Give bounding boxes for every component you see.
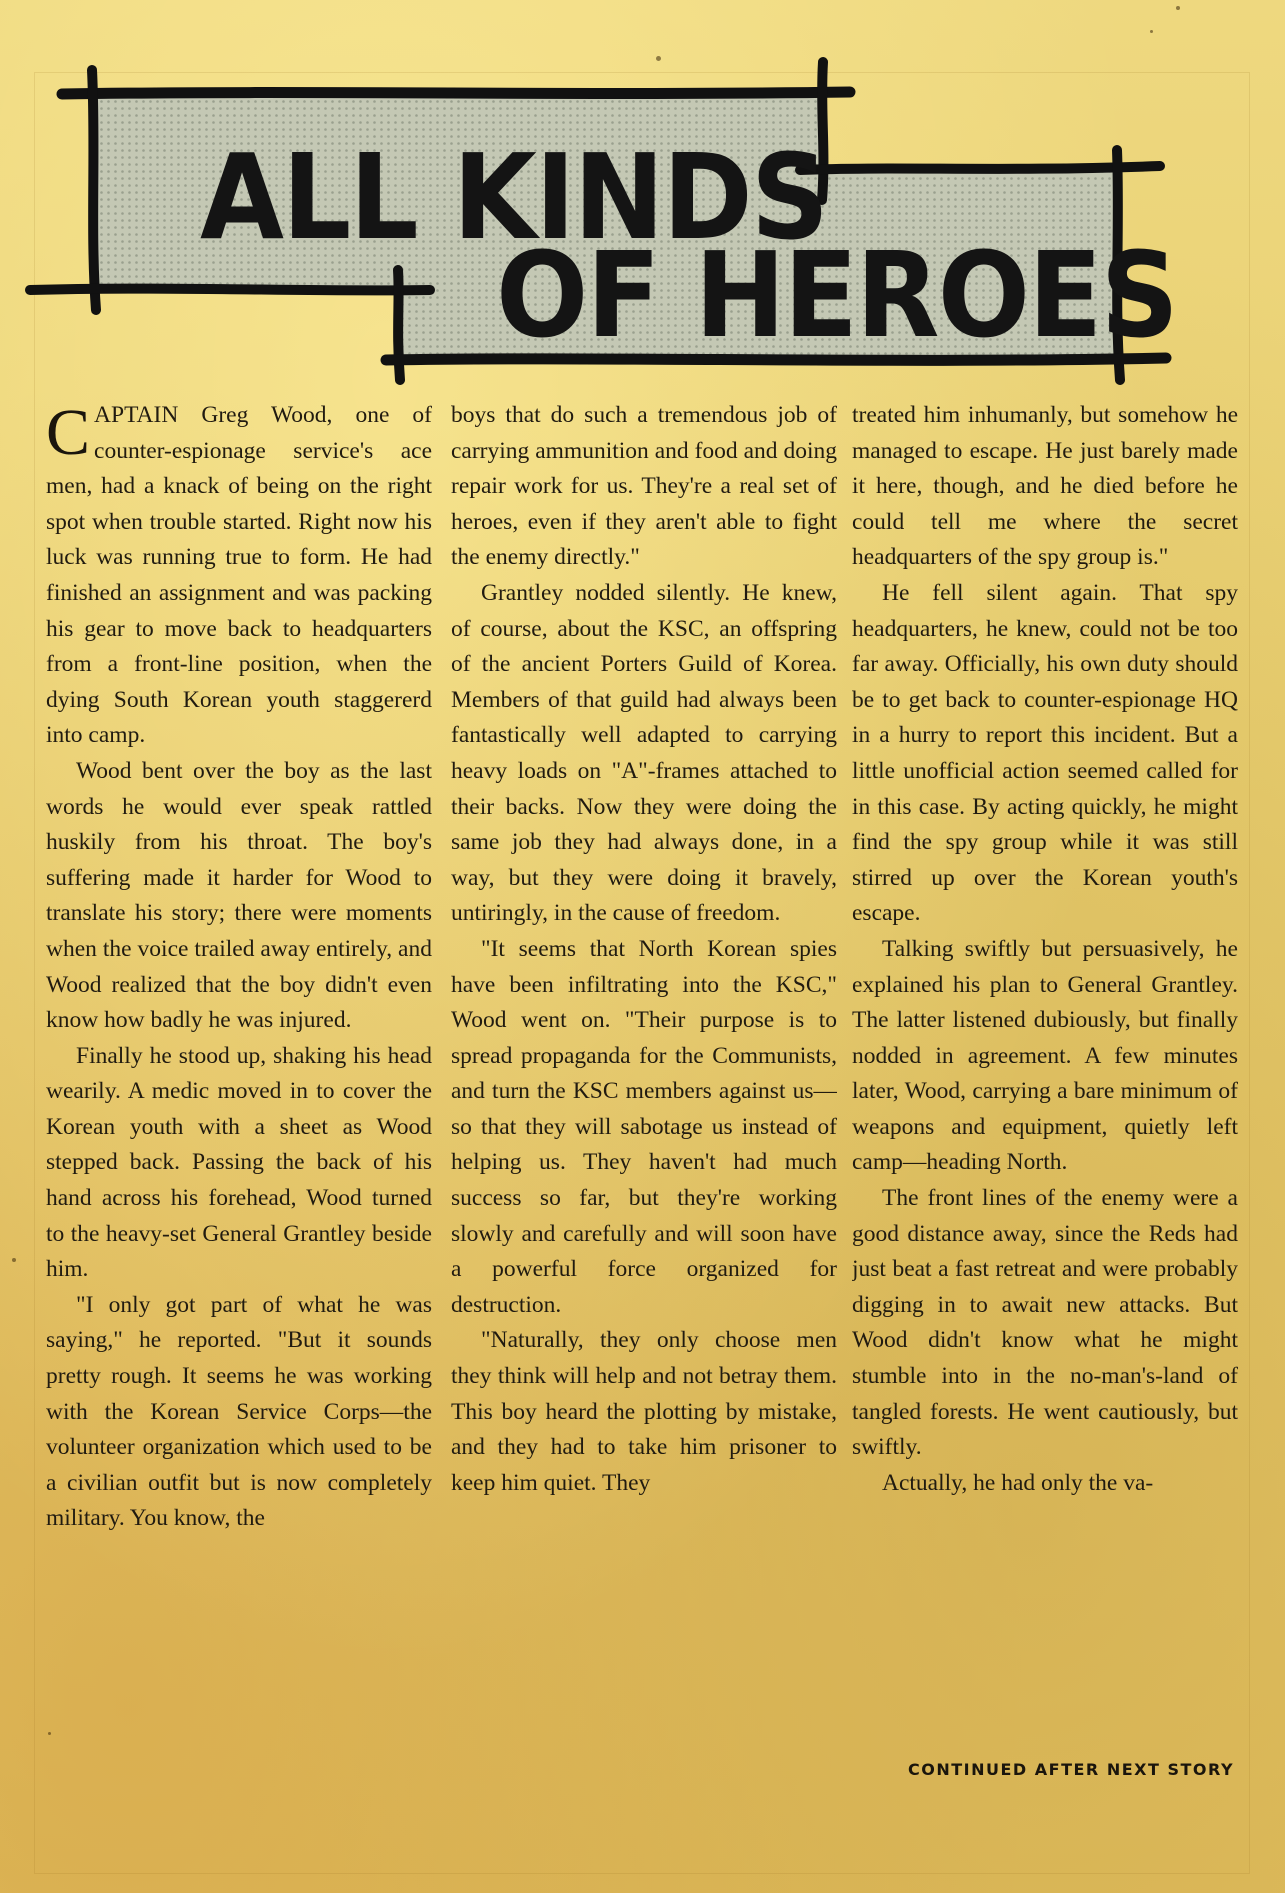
text-column-3 bbox=[852, 398, 1238, 1750]
story-paragraph: treated him inhumanly, but somehow he managed to escape. He just barely made it here, though, and he died before he could tell me where the secret headquarters of the spy group is." bbox=[852, 402, 1238, 571]
story-paragraph: "It seems that North Korean spies have been infiltrating into the KSC," Wood went on. "Their purpose is to spread propaganda for the Communists, and turn the KSC members against us—so that they will sabotage us instead of helping us. They haven't had much success so far, but they're working slowly and carefully and will soon have a powerful force organized for destruction. bbox=[451, 935, 837, 1318]
story-paragraph: Grantley nodded silently. He knew, of course, about the KSC, an offspring of the ancient Porters Guild of Korea. Members of that guild had always been fantastically well adapted to carrying heavy loads on "A"-frames attached to their backs. Now they were doing the same job they had always done, in a way, but they were doing it bravely, untiringly, in the cause of freedom. bbox=[451, 579, 837, 927]
story-title-line-2: OF HEROES bbox=[496, 226, 1177, 364]
drop-cap: C bbox=[46, 398, 91, 469]
story-paragraph: Finally he stood up, shaking his head wearily. A medic moved in to cover the Korean youth with a sheet as Wood stepped back. Passing the back of his hand across his forehead, Wood turned to the heavy-set General Grantley beside him. bbox=[46, 1042, 432, 1283]
paragraph-text: APTAIN Greg Wood, one of counter-espionage service's ace men, had a knack of being on the right spot when trouble started. Right now his luck was running true to form. He had finished an assignment and was packing his gear to move back to headquarters from a front-line position, when the dying South Korean youth staggererd into camp. bbox=[46, 402, 432, 749]
story-paragraph: The front lines of the enemy were a good distance away, since the Reds had just beat a fast retreat and were probably digging in to await new attacks. But Wood didn't know what he might stumble into in the no-man's-land of tangled forests. He went cautiously, but swiftly. bbox=[852, 1185, 1238, 1461]
continued-note: CONTINUED AFTER NEXT STORY bbox=[908, 1760, 1235, 1779]
title-banner bbox=[0, 0, 1285, 400]
story-title-line-1: ALL KINDS bbox=[200, 128, 828, 266]
story-body bbox=[46, 398, 1242, 1750]
story-paragraph: boys that do such a tremendous job of carrying ammunition and food and doing repair work for us. They're a real set of heroes, even if they aren't able to fight the enemy directly." bbox=[451, 402, 837, 571]
text-column-1 bbox=[46, 398, 432, 1750]
story-paragraph: "Naturally, they only choose men they think will help and not betray them. This boy heard the plotting by mistake, and they had to take him prisoner to keep him quiet. They bbox=[451, 1327, 837, 1496]
text-column-2 bbox=[451, 398, 837, 1750]
ink-speck bbox=[12, 1258, 16, 1262]
story-paragraph: "I only got part of what he was saying," he reported. "But it sounds pretty rough. It seems he was working with the Korean Service Corps—the volunteer organization which used to be a civilian outfit but is now completely military. You know, the bbox=[46, 1291, 432, 1532]
story-paragraph: He fell silent again. That spy headquarters, he knew, could not be too far away. Officially, his own duty should be to get back to counter-espionage HQ in a hurry to report this incident. But a little unofficial action seemed called for in this case. By acting quickly, he might find the spy group while it was still stirred up over the Korean youth's escape. bbox=[852, 579, 1238, 927]
story-paragraph: Talking swiftly but persuasively, he explained his plan to General Grantley. The latter listened dubiously, but finally nodded in agreement. A few minutes later, Wood, carrying a bare minimum of weapons and equipment, quietly left camp—heading North. bbox=[852, 935, 1238, 1176]
story-paragraph: Wood bent over the boy as the last words he would ever speak rattled huskily from his throat. The boy's suffering made it harder for Wood to translate his story; there were moments when the voice trailed away entirely, and Wood realized that the boy didn't even know how badly he was injured. bbox=[46, 757, 432, 1034]
story-paragraph: Actually, he had only the va- bbox=[882, 1469, 1154, 1496]
story-paragraph bbox=[46, 398, 432, 754]
